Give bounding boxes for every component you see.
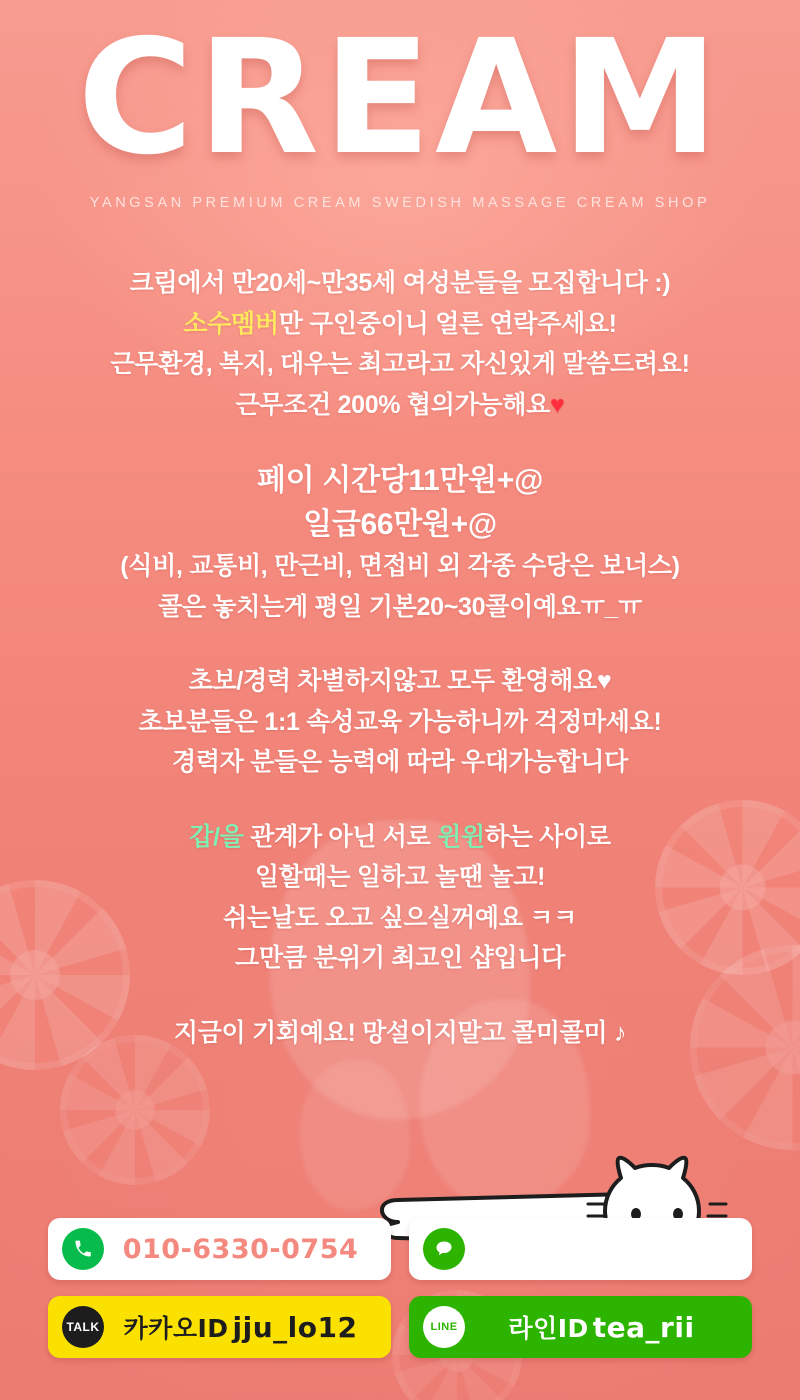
contact-strip (0, 1218, 800, 1374)
copy-line (0, 587, 800, 628)
copy-block-pay (0, 459, 800, 627)
copy-span: 갑/을 (189, 822, 244, 851)
copy-span: 근무환경, 복지, 대우는 최고라고 자신있게 말씀드려요! (110, 350, 690, 379)
grapefruit-slice-icon (60, 1035, 210, 1185)
copy-line (0, 304, 800, 345)
phone-number: 010-6330-0754 (122, 1233, 359, 1265)
copy-span: 하는 사이로 (484, 822, 611, 851)
chat-pill[interactable] (409, 1218, 752, 1280)
copy-span: 근무조건 200% 협의가능해요 (235, 390, 550, 419)
copy-span: 윈윈 (437, 822, 485, 851)
kakao-label: 카카오ID (123, 1314, 229, 1343)
line-pill[interactable] (409, 1296, 752, 1358)
kakao-id-text (104, 1309, 377, 1345)
phone-icon (62, 1228, 104, 1270)
copy-span: ♥ (596, 667, 612, 696)
copy-line (0, 344, 800, 385)
copy-line (0, 546, 800, 587)
brand-tagline: YANGSAN PREMIUM CREAM SWEDISH MASSAGE CREAM SHOP (89, 195, 711, 212)
copy-block-callout (0, 1013, 800, 1054)
copy-line (0, 938, 800, 979)
copy-line (0, 385, 800, 426)
copy-span: 페이 시간당11만원+@ (256, 464, 544, 498)
kakao-pill[interactable] (48, 1296, 391, 1358)
copy-span: 그만큼 분위기 최고인 샵입니다 (235, 944, 565, 973)
phone-pill[interactable] (48, 1218, 391, 1280)
copy-span: 지금이 기회예요! 망설이지말고 콜미콜미 ♪ (173, 1018, 627, 1047)
copy-span: 만 구인중이니 얼른 연락주세요! (278, 309, 617, 338)
copy-span: 일할때는 일하고 놀땐 놀고! (254, 863, 546, 892)
copy-line (0, 817, 800, 858)
copy-line (0, 263, 800, 304)
copy-line (0, 742, 800, 783)
contact-row-phone (48, 1218, 752, 1280)
copy-span: ♥ (550, 390, 565, 419)
copy-block-culture (0, 817, 800, 979)
copy-block-experience (0, 661, 800, 783)
line-icon: LINE (423, 1306, 465, 1348)
kakaotalk-icon: TALK (62, 1306, 104, 1348)
copy-span: 일급66만원+@ (303, 507, 497, 541)
poster-copy (0, 263, 800, 1053)
copy-span: (식비, 교통비, 만근비, 면접비 외 각종 수당은 보너스) (120, 552, 680, 581)
kakao-id: jju_lo12 (232, 1311, 358, 1344)
copy-span: 초보분들은 1:1 속성교육 가능하니까 걱정마세요! (138, 707, 662, 736)
copy-span: 쉬는날도 오고 싶으실꺼예요 ㅋㅋ (223, 903, 577, 932)
line-label: 라인ID (508, 1314, 589, 1343)
decorative-blob (300, 1060, 410, 1210)
brand-title: CREAM (77, 6, 723, 190)
copy-span: 소수멤버 (183, 309, 279, 338)
copy-span: 경력자 분들은 능력에 따라 우대가능합니다 (172, 748, 628, 777)
copy-line (0, 898, 800, 939)
copy-span: 크림에서 만20세~만35세 여성분들을 모집합니다 :) (129, 269, 671, 298)
chat-icon (423, 1228, 465, 1270)
copy-span: 콜은 놓치는게 평일 기본20~30콜이예요ㅠ_ㅠ (158, 592, 642, 621)
poster-header (0, 0, 800, 211)
copy-span: 관계가 아닌 서로 (243, 822, 438, 851)
copy-line (0, 1013, 800, 1054)
copy-block-recruitment (0, 263, 800, 425)
copy-line (0, 702, 800, 743)
line-id: tea_rii (592, 1311, 695, 1344)
copy-span: 초보/경력 차별하지않고 모두 환영해요 (188, 667, 597, 696)
copy-line (0, 459, 800, 503)
contact-row-messengers (48, 1296, 752, 1358)
line-id-text (465, 1309, 738, 1345)
copy-line (0, 857, 800, 898)
copy-line (0, 661, 800, 702)
copy-line (0, 503, 800, 547)
